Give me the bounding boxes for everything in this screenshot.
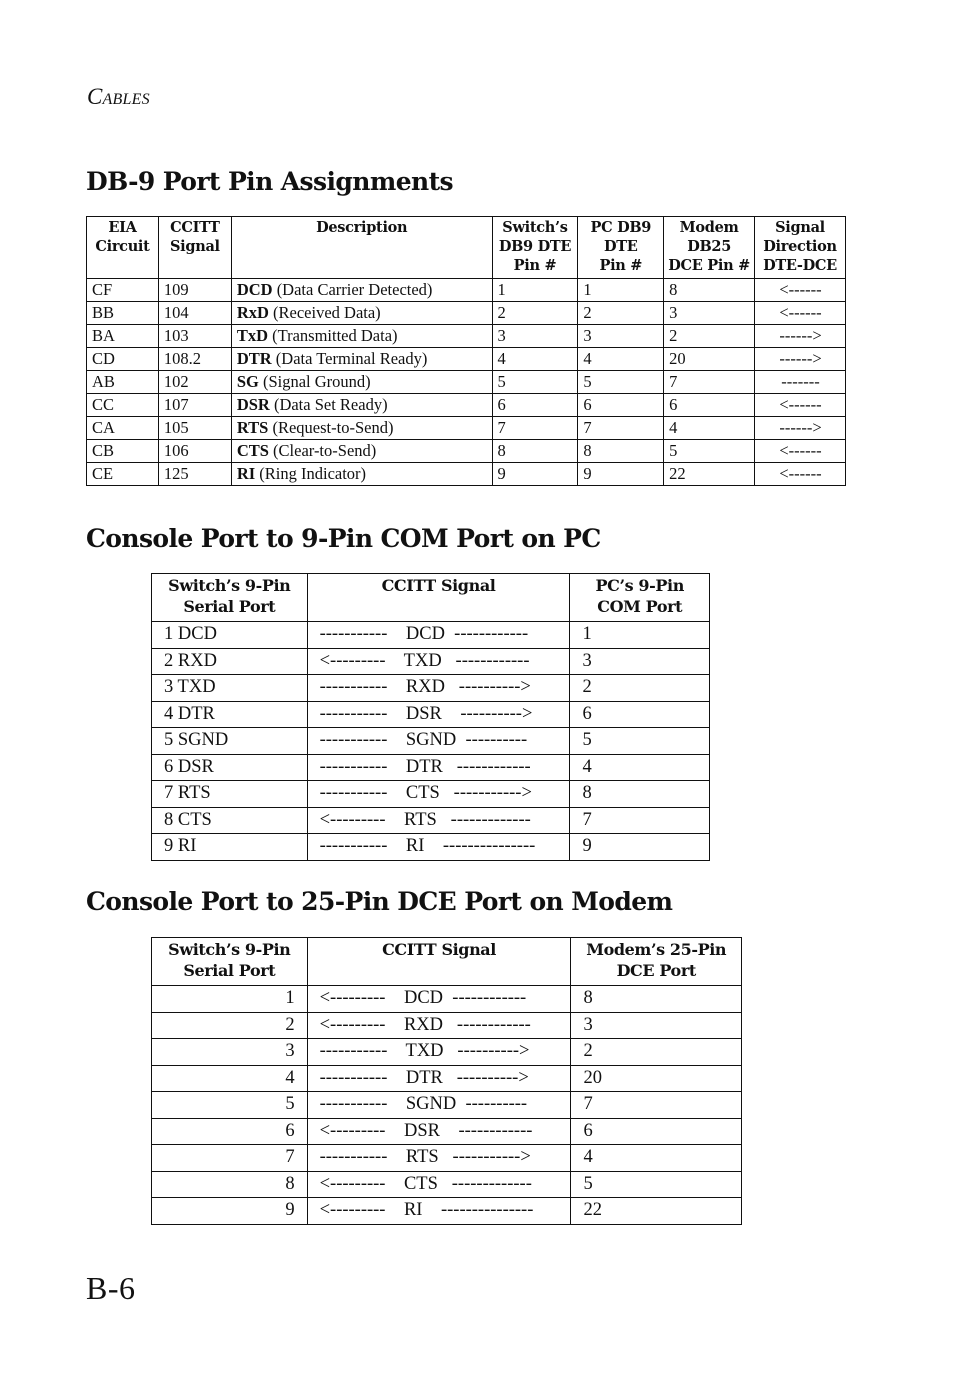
running-head-rest: ABLES bbox=[102, 91, 150, 108]
target-pin-cell: 3 bbox=[570, 648, 710, 675]
pc-com-header-cell bbox=[570, 574, 710, 622]
table-row bbox=[152, 1092, 742, 1119]
description-cell bbox=[231, 417, 492, 440]
db9-header-text: DB25 bbox=[687, 238, 731, 255]
signal-abbreviation: SG bbox=[236, 372, 259, 391]
table-row bbox=[152, 1118, 742, 1145]
target-pin-cell: 3 bbox=[571, 1012, 742, 1039]
table-row bbox=[152, 986, 742, 1013]
db9-header-cell bbox=[158, 217, 231, 279]
switch-pin-cell: 6 bbox=[492, 394, 578, 417]
modem-pin-cell: 8 bbox=[664, 279, 755, 302]
signal-direction-cell: ------- bbox=[755, 371, 846, 394]
table-row bbox=[87, 348, 846, 371]
modem-pin-cell: 6 bbox=[664, 394, 755, 417]
serial-port-pin-cell: 5 bbox=[152, 1092, 308, 1119]
ccitt-signal-cell: ----------- SGND ---------- bbox=[307, 728, 570, 755]
ccitt-signal-cell: ----------- DTR ------------ bbox=[307, 754, 570, 781]
db9-header-cell bbox=[231, 217, 492, 279]
target-pin-cell: 5 bbox=[570, 728, 710, 755]
pc-com-header-text: Switch’s 9-Pin bbox=[168, 576, 291, 595]
db9-header-text: Description bbox=[316, 219, 408, 236]
table-row bbox=[152, 754, 710, 781]
pc-pin-cell: 2 bbox=[578, 302, 664, 325]
ccitt-signal-cell: 107 bbox=[158, 394, 231, 417]
signal-direction-cell: <------ bbox=[755, 440, 846, 463]
modem-dce-section-title: Console Port to 25-Pin DCE Port on Modem bbox=[86, 887, 673, 916]
signal-description: (Data Terminal Ready) bbox=[275, 349, 428, 368]
signal-direction-cell: ------> bbox=[755, 325, 846, 348]
running-head bbox=[87, 84, 150, 110]
switch-pin-cell: 4 bbox=[492, 348, 578, 371]
db9-header-text: Pin # bbox=[513, 257, 557, 274]
target-pin-cell: 1 bbox=[570, 622, 710, 649]
eia-circuit-cell: CE bbox=[87, 463, 159, 486]
ccitt-signal-cell: 104 bbox=[158, 302, 231, 325]
serial-port-pin-cell: 6 bbox=[152, 1118, 308, 1145]
description-cell bbox=[231, 463, 492, 486]
ccitt-signal-cell: <--------- DSR ------------ bbox=[307, 1118, 571, 1145]
serial-port-pin-cell: 3 TXD bbox=[152, 675, 308, 702]
ccitt-signal-cell: 103 bbox=[158, 325, 231, 348]
eia-circuit-cell: CC bbox=[87, 394, 159, 417]
db9-header-text: Pin # bbox=[599, 257, 643, 274]
serial-port-pin-cell: 8 CTS bbox=[152, 807, 308, 834]
serial-port-pin-cell: 4 bbox=[152, 1065, 308, 1092]
signal-description: (Received Data) bbox=[273, 303, 381, 322]
db9-header-text: DCE Pin # bbox=[668, 257, 750, 274]
modem-pin-cell: 2 bbox=[664, 325, 755, 348]
db9-header-text: DTE bbox=[604, 238, 638, 255]
modem-pin-cell: 3 bbox=[664, 302, 755, 325]
ccitt-signal-cell: 109 bbox=[158, 279, 231, 302]
serial-port-pin-cell: 9 bbox=[152, 1198, 308, 1225]
ccitt-signal-cell: ----------- CTS -----------> bbox=[307, 781, 570, 808]
signal-direction-cell: <------ bbox=[755, 302, 846, 325]
serial-port-pin-cell: 3 bbox=[152, 1039, 308, 1066]
switch-pin-cell: 1 bbox=[492, 279, 578, 302]
table-row bbox=[87, 371, 846, 394]
signal-abbreviation: RI bbox=[236, 464, 256, 483]
pc-pin-cell: 3 bbox=[578, 325, 664, 348]
ccitt-signal-cell: <--------- CTS ------------- bbox=[307, 1171, 571, 1198]
signal-abbreviation: CTS bbox=[236, 441, 269, 460]
signal-description: (Ring Indicator) bbox=[259, 464, 367, 483]
table-row bbox=[152, 675, 710, 702]
signal-abbreviation: DTR bbox=[236, 349, 272, 368]
description-cell bbox=[231, 279, 492, 302]
switch-pin-cell: 9 bbox=[492, 463, 578, 486]
db9-pin-table bbox=[86, 216, 846, 486]
db9-header-cell bbox=[755, 217, 846, 279]
signal-direction-cell: <------ bbox=[755, 394, 846, 417]
description-cell bbox=[231, 325, 492, 348]
target-pin-cell: 9 bbox=[570, 834, 710, 861]
db9-header-text: CCITT bbox=[170, 219, 220, 236]
pc-pin-cell: 5 bbox=[578, 371, 664, 394]
ccitt-signal-cell: ----------- RI --------------- bbox=[307, 834, 570, 861]
modem-pin-cell: 5 bbox=[664, 440, 755, 463]
ccitt-signal-cell: 106 bbox=[158, 440, 231, 463]
table-row bbox=[87, 279, 846, 302]
signal-abbreviation: RTS bbox=[236, 418, 269, 437]
ccitt-signal-cell: 105 bbox=[158, 417, 231, 440]
db9-header-cell bbox=[578, 217, 664, 279]
table-row bbox=[152, 1145, 742, 1172]
db9-header-cell bbox=[492, 217, 578, 279]
serial-port-pin-cell: 7 bbox=[152, 1145, 308, 1172]
serial-port-pin-cell: 2 RXD bbox=[152, 648, 308, 675]
serial-port-pin-cell: 4 DTR bbox=[152, 701, 308, 728]
ccitt-signal-cell: <--------- DCD ------------ bbox=[307, 986, 571, 1013]
running-head-cap: C bbox=[87, 84, 103, 109]
eia-circuit-cell: CF bbox=[87, 279, 159, 302]
eia-circuit-cell: AB bbox=[87, 371, 159, 394]
table-row bbox=[87, 440, 846, 463]
signal-direction-cell: ------> bbox=[755, 417, 846, 440]
target-pin-cell: 6 bbox=[570, 701, 710, 728]
table-row bbox=[152, 834, 710, 861]
modem-dce-header-row bbox=[152, 938, 742, 986]
pc-pin-cell: 1 bbox=[578, 279, 664, 302]
serial-port-pin-cell: 9 RI bbox=[152, 834, 308, 861]
table-row bbox=[152, 1198, 742, 1225]
modem-dce-header-text: CCITT Signal bbox=[382, 940, 496, 959]
modem-dce-header-text: Switch’s 9-Pin bbox=[168, 940, 291, 959]
table-row bbox=[152, 701, 710, 728]
signal-abbreviation: DCD bbox=[236, 280, 273, 299]
switch-pin-cell: 3 bbox=[492, 325, 578, 348]
page-number: B-6 bbox=[86, 1270, 136, 1306]
pc-com-header-row bbox=[152, 574, 710, 622]
signal-direction-cell: <------ bbox=[755, 463, 846, 486]
ccitt-signal-cell: 125 bbox=[158, 463, 231, 486]
serial-port-pin-cell: 8 bbox=[152, 1171, 308, 1198]
ccitt-signal-cell: 108.2 bbox=[158, 348, 231, 371]
modem-dce-table bbox=[151, 937, 742, 1225]
target-pin-cell: 5 bbox=[571, 1171, 742, 1198]
db9-header-text: PC DB9 bbox=[590, 219, 652, 236]
ccitt-signal-cell: 102 bbox=[158, 371, 231, 394]
serial-port-pin-cell: 7 RTS bbox=[152, 781, 308, 808]
target-pin-cell: 4 bbox=[571, 1145, 742, 1172]
pc-pin-cell: 6 bbox=[578, 394, 664, 417]
table-row bbox=[152, 781, 710, 808]
pc-com-header-text: COM Port bbox=[597, 597, 683, 616]
ccitt-signal-cell: ----------- DTR ----------> bbox=[307, 1065, 571, 1092]
pc-com-section-title: Console Port to 9-Pin COM Port on PC bbox=[86, 524, 601, 553]
table-row bbox=[87, 417, 846, 440]
signal-description: (Data Carrier Detected) bbox=[276, 280, 433, 299]
modem-pin-cell: 22 bbox=[664, 463, 755, 486]
pc-com-header-text: PC’s 9-Pin bbox=[595, 576, 684, 595]
signal-direction-cell: ------> bbox=[755, 348, 846, 371]
target-pin-cell: 8 bbox=[570, 781, 710, 808]
modem-dce-header-cell bbox=[571, 938, 742, 986]
ccitt-signal-cell: ----------- DSR ----------> bbox=[307, 701, 570, 728]
db9-header-cell bbox=[664, 217, 755, 279]
pc-pin-cell: 9 bbox=[578, 463, 664, 486]
serial-port-pin-cell: 2 bbox=[152, 1012, 308, 1039]
table-row bbox=[152, 1039, 742, 1066]
eia-circuit-cell: CB bbox=[87, 440, 159, 463]
table-row bbox=[87, 325, 846, 348]
pc-com-header-cell bbox=[152, 574, 308, 622]
signal-description: (Request-to-Send) bbox=[272, 418, 394, 437]
ccitt-signal-cell: <--------- RTS ------------- bbox=[307, 807, 570, 834]
description-cell bbox=[231, 440, 492, 463]
serial-port-pin-cell: 5 SGND bbox=[152, 728, 308, 755]
table-row bbox=[152, 648, 710, 675]
table-row bbox=[87, 463, 846, 486]
table-row bbox=[87, 394, 846, 417]
db9-section-title: DB-9 Port Pin Assignments bbox=[86, 167, 454, 196]
signal-abbreviation: RxD bbox=[236, 303, 269, 322]
ccitt-signal-cell: ----------- SGND ---------- bbox=[307, 1092, 571, 1119]
db9-header-text: Signal bbox=[169, 238, 220, 255]
table-row bbox=[152, 1171, 742, 1198]
pc-com-header-text: Serial Port bbox=[183, 597, 276, 616]
ccitt-signal-cell: ----------- RTS -----------> bbox=[307, 1145, 571, 1172]
serial-port-pin-cell: 1 DCD bbox=[152, 622, 308, 649]
db9-header-text: EIA bbox=[108, 219, 137, 236]
ccitt-signal-cell: ----------- DCD ------------ bbox=[307, 622, 570, 649]
modem-pin-cell: 7 bbox=[664, 371, 755, 394]
db9-header-cell bbox=[87, 217, 159, 279]
description-cell bbox=[231, 371, 492, 394]
ccitt-signal-cell: ----------- RXD ----------> bbox=[307, 675, 570, 702]
ccitt-signal-cell: <--------- RXD ------------ bbox=[307, 1012, 571, 1039]
pc-com-header-cell bbox=[307, 574, 570, 622]
db9-header-text: Circuit bbox=[95, 238, 150, 255]
table-row bbox=[152, 1065, 742, 1092]
switch-pin-cell: 2 bbox=[492, 302, 578, 325]
db9-header-text: Switch’s bbox=[502, 219, 568, 236]
serial-port-pin-cell: 6 DSR bbox=[152, 754, 308, 781]
signal-description: (Data Set Ready) bbox=[273, 395, 388, 414]
switch-pin-cell: 5 bbox=[492, 371, 578, 394]
target-pin-cell: 8 bbox=[571, 986, 742, 1013]
pc-pin-cell: 4 bbox=[578, 348, 664, 371]
db9-header-text: Direction bbox=[763, 238, 837, 255]
target-pin-cell: 7 bbox=[570, 807, 710, 834]
db9-header-text: Modem bbox=[679, 219, 739, 236]
signal-direction-cell: <------ bbox=[755, 279, 846, 302]
db9-header-text: Signal bbox=[775, 219, 825, 236]
description-cell bbox=[231, 302, 492, 325]
description-cell bbox=[231, 394, 492, 417]
signal-description: (Transmitted Data) bbox=[272, 326, 398, 345]
pc-com-header-text: CCITT Signal bbox=[381, 576, 496, 595]
table-row bbox=[152, 622, 710, 649]
target-pin-cell: 4 bbox=[570, 754, 710, 781]
eia-circuit-cell: CD bbox=[87, 348, 159, 371]
signal-description: (Clear-to-Send) bbox=[273, 441, 377, 460]
serial-port-pin-cell: 1 bbox=[152, 986, 308, 1013]
description-cell bbox=[231, 348, 492, 371]
signal-description: (Signal Ground) bbox=[262, 372, 371, 391]
modem-dce-header-cell bbox=[307, 938, 571, 986]
table-row bbox=[152, 807, 710, 834]
switch-pin-cell: 8 bbox=[492, 440, 578, 463]
switch-pin-cell: 7 bbox=[492, 417, 578, 440]
db9-header-text: DTE-DCE bbox=[763, 257, 837, 274]
modem-pin-cell: 4 bbox=[664, 417, 755, 440]
eia-circuit-cell: CA bbox=[87, 417, 159, 440]
target-pin-cell: 20 bbox=[571, 1065, 742, 1092]
eia-circuit-cell: BA bbox=[87, 325, 159, 348]
modem-dce-header-text: Modem’s 25-Pin bbox=[586, 940, 727, 959]
eia-circuit-cell: BB bbox=[87, 302, 159, 325]
pc-pin-cell: 7 bbox=[578, 417, 664, 440]
signal-abbreviation: TxD bbox=[236, 326, 268, 345]
target-pin-cell: 2 bbox=[571, 1039, 742, 1066]
ccitt-signal-cell: <--------- RI --------------- bbox=[307, 1198, 571, 1225]
pc-pin-cell: 8 bbox=[578, 440, 664, 463]
table-row bbox=[87, 302, 846, 325]
modem-dce-header-text: Serial Port bbox=[183, 961, 276, 980]
modem-dce-header-text: DCE Port bbox=[616, 961, 696, 980]
signal-abbreviation: DSR bbox=[236, 395, 270, 414]
modem-dce-header-cell bbox=[152, 938, 308, 986]
target-pin-cell: 7 bbox=[571, 1092, 742, 1119]
target-pin-cell: 22 bbox=[571, 1198, 742, 1225]
modem-pin-cell: 20 bbox=[664, 348, 755, 371]
db9-header-text: DB9 DTE bbox=[498, 238, 572, 255]
table-row bbox=[152, 728, 710, 755]
db9-header-row bbox=[87, 217, 846, 279]
table-row bbox=[152, 1012, 742, 1039]
pc-com-table bbox=[151, 573, 710, 861]
target-pin-cell: 2 bbox=[570, 675, 710, 702]
ccitt-signal-cell: <--------- TXD ------------ bbox=[307, 648, 570, 675]
target-pin-cell: 6 bbox=[571, 1118, 742, 1145]
ccitt-signal-cell: ----------- TXD ----------> bbox=[307, 1039, 571, 1066]
